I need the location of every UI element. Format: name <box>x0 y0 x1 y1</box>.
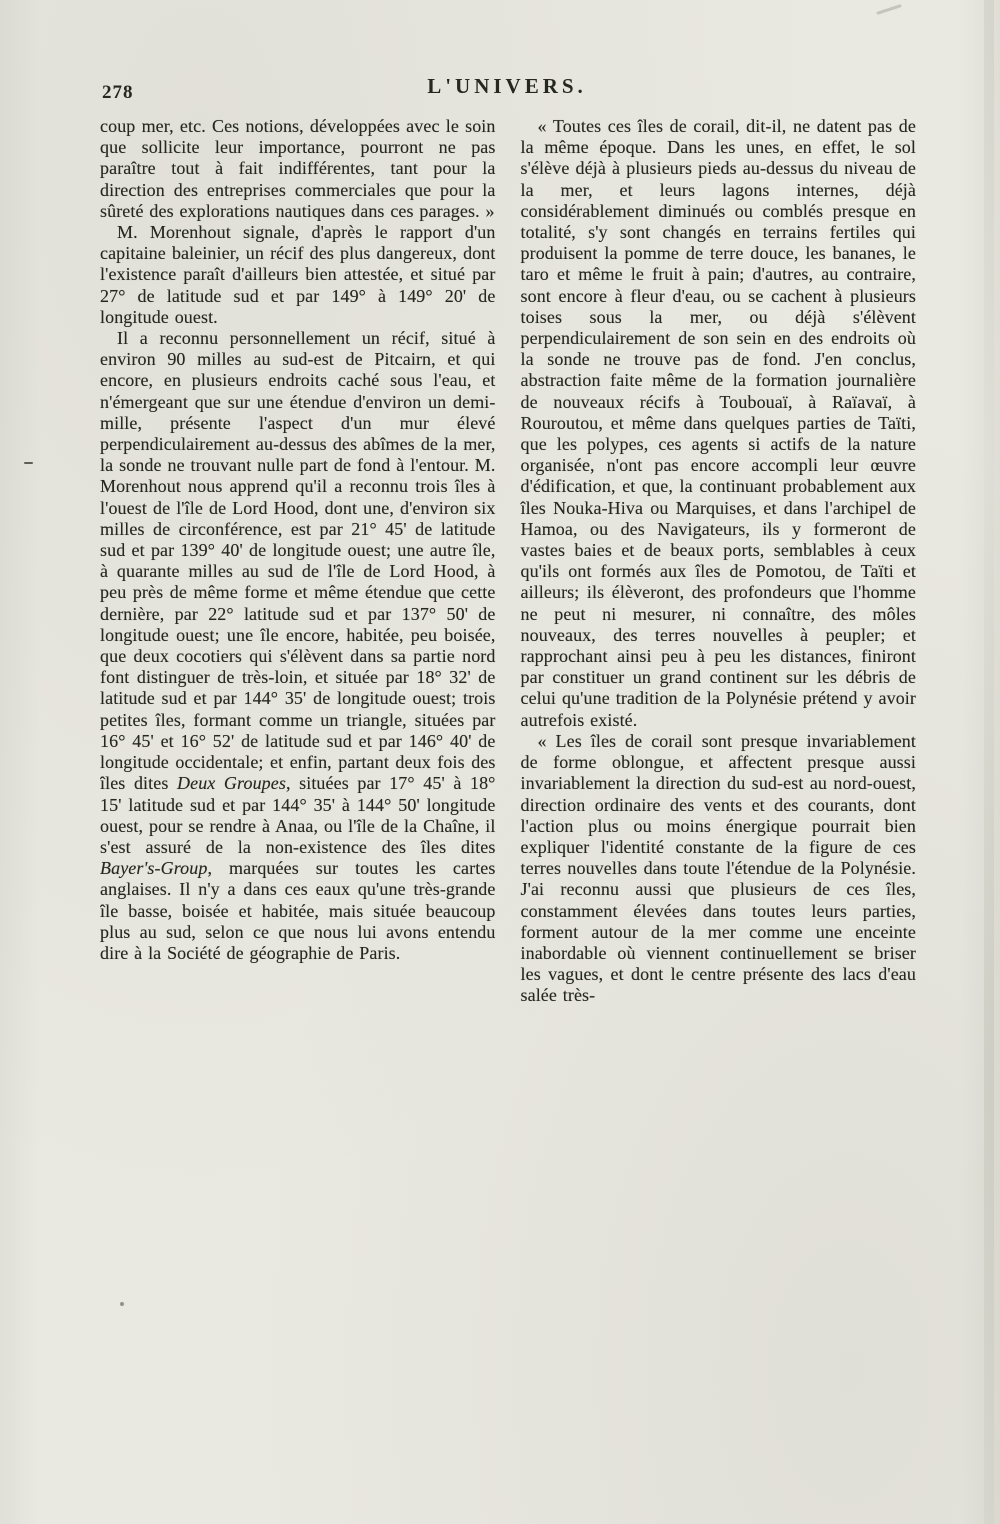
text-run: coup mer, etc. Ces notions, développées avec le soin que sollicite leur importance, pourront ne pas paraître tout à fait indifférentes, tant pour la direction des entreprises commerciales que pour la sûreté des explorations nautiques dans ces parages. » <box>100 116 496 221</box>
left-column <box>100 116 496 1404</box>
right-column <box>521 116 917 1404</box>
paragraph <box>521 116 917 731</box>
paragraph <box>100 116 496 222</box>
page-number: 278 <box>102 82 134 103</box>
text-run: « Les îles de corail sont presque invariablement de forme oblongue, et affectent presque aussi invariablement la direction du sud-est au nord-ouest, direction ordinaire des vents et des courants, dont l'action plus ou moins énergique pourrait bien expliquer l'identité constante de la figure de ces terres nouvelles dans toute l'étendue de la Polynésie. J'ai reconnu aussi que plusieurs de ces îles, constamment élevées dans toutes leurs parties, forment autour de la mer comme une enceinte inabordable où viennent continuellement se briser les vagues, et dont le centre présente des lacs d'eau salée très- <box>520 730 916 1006</box>
running-title: L'UNIVERS. <box>427 74 587 98</box>
scan-artifact-corner-mark <box>876 4 902 15</box>
text-run: Il a reconnu personnellement un récif, situé à environ 90 milles au sud-est de Pitcairn, et qui encore, en plusieurs endroits caché sous l'eau, et n'émergeant que sur une étendue d'environ un demi-mille, présente l'aspect d'un mur élevé perpendiculairement au-dessus des abîmes de la mer, la sonde ne trouvant nulle part de fond à l'entour. M. Morenhout nous apprend qu'il a reconnu trois îles à l'ouest de l'île de Lord Hood, dont une, d'environ six milles de circonférence, est par 21° 45' de latitude sud et par 139° 40' de longitude ouest; une autre île, à quarante milles au sud de l'île de Lord Hood, à peu près de même forme et même étendue que cette dernière, par 22° latitude sud et par 137° 50' de longitude ouest; une île encore, habitée, peu boisée, que deux cocotiers qui s'élèvent dans sa partie nord font distinguer de très-loin, et située par 18° 32' de latitude sud et par 144° 35' de longitude ouest; trois petites îles, formant comme un triangle, situées par 16° 45' et 16° 52' de latitude sud et par 146° 40' de longitude occidentale; et enfin, partant deux fois des îles dites <box>100 328 496 794</box>
text-run: M. Morenhout signale, d'après le rapport d'un capitaine baleinier, un récif des plus dangereux, dont l'existence paraît d'ailleurs bien attestée, et situé par 27° de latitude sud et par 149° à 149° 20' de longitude ouest. <box>100 222 496 327</box>
text-block <box>100 116 916 1404</box>
text-run: , situées par 17° 45' à 18° 15' latitude sud et par 144° 35' à 144° 50' longitude ouest, pour se rendre à Anaa, ou l'île de la Chaîne, il s'est assuré de la non-existence des îles dites <box>100 773 496 857</box>
text-run: « Toutes ces îles de corail, dit-il, ne datent pas de la même époque. Dans les unes, en effet, le sol s'élève déjà à plusieurs pieds au-dessus du niveau de la mer, et leurs lagons internes, déjà considérablement diminués ou comblés presque en totalité, s'y sont changés en terrains fertiles qui produisent la pomme de terre douce, les bananes, le taro et même le fruit à pain; d'autres, au contraire, sont encore à fleur d'eau, ou se cachent à plusieurs toises sous la mer, ou déjà s'élèvent perpendiculairement de son sein en des endroits où la sonde ne trouve pas de fond. J'en conclus, abstraction faite même de la formation journalière de nouveaux récifs à Toubouaï, à Raïavaï, à Rouroutou, et même dans quelques parties de Taïti, que les polypes, ces agents si actifs de la nature organisée, n'ont pas encore accompli leur œuvre d'édification, et que, la continuant probablement aux îles Nouka-Hiva ou Marquises, et dans l'archipel de Hamoa, ou des Navigateurs, ils y formeront de vastes baies et de beaux ports, semblables à ceux qu'ils ont formés aux îles de Pomotou, de Taïti et ailleurs; ils élèveront, des profondeurs que l'homme ne peut ni mesurer, ni connaître, des môles nouveaux, des terres nouvelles à peupler; et rapprochant ainsi peu à peu les distances, finiront par constituer un grand continent sur les débris de celui qu'une tradition de la Polynésie prétend y avoir autrefois existé. <box>520 116 916 730</box>
paragraph <box>100 222 496 328</box>
scan-artifact-dot <box>120 1302 124 1306</box>
scan-artifact-dash <box>24 462 33 464</box>
italic-text-run: Bayer's-Group <box>100 858 208 879</box>
paragraph <box>521 731 917 1007</box>
scan-artifact-edge-smudge <box>984 0 994 1524</box>
paragraph <box>100 328 496 964</box>
running-head <box>100 74 914 104</box>
text-run: , marquées sur toutes les cartes anglaises. Il n'y a dans ces eaux qu'une très-grande île basse, boisée et habitée, mais située beaucoup plus au sud, selon ce que nous lui avons entendu dire à la Société de géographie de Paris. <box>100 858 496 963</box>
italic-text-run: Deux Groupes <box>177 773 286 794</box>
